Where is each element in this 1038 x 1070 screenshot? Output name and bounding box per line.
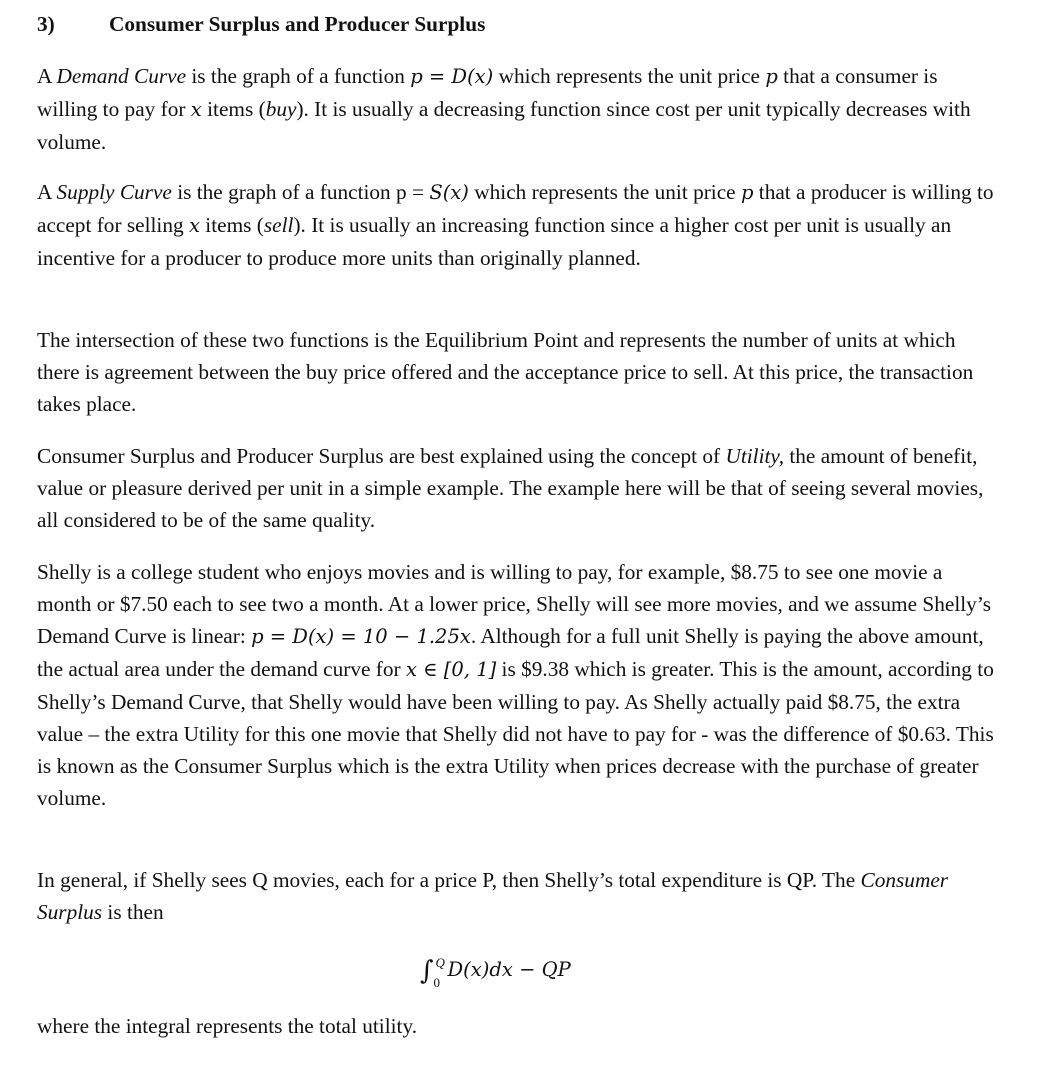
integral-upper-limit: Q: [435, 955, 445, 971]
integral-sign: ∫: [420, 956, 434, 986]
paragraph-shelly-example: Shelly is a college student who enjoys movies and is willing to pay, for example, $8.75 to see one movie a month or $7.50 each to see two a month. At a lower price, Shelly will see more movies, and we assume Shelly’s Demand Curve is linear: p = D(x) = 10 − 1.25x. Although for a full unit Shelly is paying the above amount, the actual area under the demand curve for x ∈ [0, 1] is $9.38 which is greater. This is the amount, according to Shelly’s Demand Curve, that Shelly would have been willing to pay. As Shelly actually paid $8.75, the extra value – the extra Utility for this one movie that Shelly did not have to pay for - was the difference of $0.63. This is known as the Consumer Surplus which is the extra Utility when prices decrease with the purchase of greater volume.: [37, 560, 994, 810]
integral-lower-limit: 0: [433, 975, 441, 991]
consumer-surplus-formula: [420, 953, 571, 991]
paragraph-utility: Consumer Surplus and Producer Surplus are best explained using the concept of Utility, the amount of benefit, value or pleasure derived per unit in a simple example. The example here will be that of seeing several movies, all considered to be of the same quality.: [37, 444, 984, 532]
section-heading: [37, 8, 485, 40]
paragraph-supply-curve: A Supply Curve is the graph of a function p = S(x) which represents the unit price p that a producer is willing to accept for selling x items (sell). It is usually an increasing function since a higher cost per unit is usually an incentive for a producer to produce more units than originally planned.: [37, 180, 994, 270]
paragraph-general-case: In general, if Shelly sees Q movies, each for a price P, then Shelly’s total expenditure is QP. The Consumer Surplus is then: [37, 868, 949, 924]
formula-body: D(x)dx − QP: [447, 958, 571, 981]
section-title: Consumer Surplus and Producer Surplus: [109, 12, 486, 36]
paragraph-closing: where the integral represents the total utility.: [37, 1014, 418, 1038]
section-number: 3): [37, 12, 55, 36]
paragraph-demand-curve: A Demand Curve is the graph of a function p = D(x) which represents the unit price p that a consumer is willing to pay for x items (buy). It is usually a decreasing function since cost per unit typically decreases with volume.: [37, 64, 971, 154]
paragraph-equilibrium: The intersection of these two functions is the Equilibrium Point and represents the number of units at which there is agreement between the buy price offered and the acceptance price to sell. At this price, the transaction takes place.: [37, 328, 974, 416]
